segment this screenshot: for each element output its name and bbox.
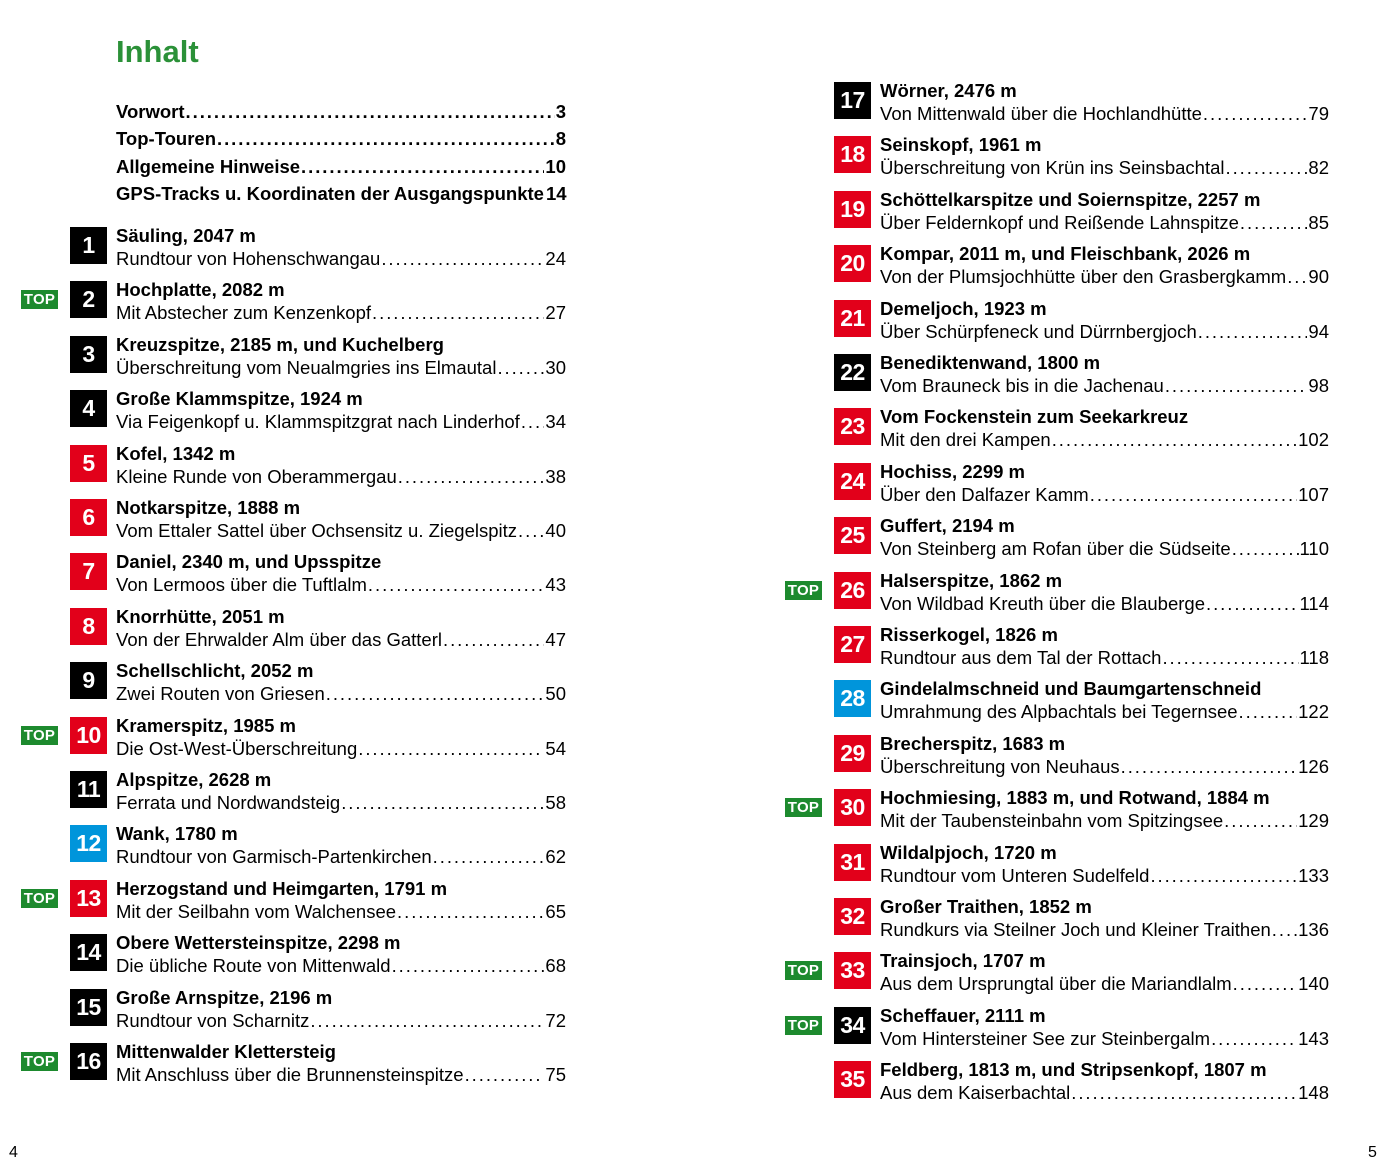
tour-subtitle: Von der Plumsjochhütte über den Grasbergkamm	[880, 266, 1287, 288]
tour-text	[880, 732, 1329, 778]
tour-entry[interactable]	[0, 188, 1400, 236]
page-ref: 79	[1308, 103, 1329, 124]
tour-name[interactable]: Feldberg, 1813 m, und Stripsenkopf, 1807 m	[880, 1059, 1267, 1081]
tour-name[interactable]: Hochmiesing, 1883 m, und Rotwand, 1884 m	[880, 787, 1270, 809]
tour-text	[880, 514, 1329, 560]
tour-subtitle: Von Steinberg am Rofan über die Südseite	[880, 538, 1231, 560]
tour-subtitle: Von Wildbad Kreuth über die Blauberge	[880, 592, 1205, 614]
top-badge: TOP	[21, 290, 58, 309]
page-ref: 24	[545, 248, 566, 269]
tour-subtitle-line	[880, 428, 1329, 451]
leader-dots	[1052, 428, 1297, 451]
tour-subtitle: Rundtour aus dem Tal der Rottach	[880, 647, 1162, 668]
tour-subtitle-line	[880, 646, 1329, 669]
tour-name[interactable]: Obere Wettersteinspitze, 2298 m	[116, 932, 401, 954]
leader-dots	[1232, 537, 1299, 560]
tour-number-badge: 24	[834, 463, 871, 500]
tour-number-badge: 16	[70, 1043, 107, 1080]
tour-text	[880, 949, 1329, 995]
tour-name[interactable]: Knorrhütte, 2051 m	[116, 605, 285, 627]
tour-name[interactable]: Wank, 1780 m	[116, 823, 238, 845]
tour-subtitle: Mit der Taubensteinbahn vom Spitzingsee	[880, 810, 1224, 832]
tour-entry[interactable]	[0, 786, 1400, 834]
page-ref: 110	[1299, 538, 1329, 560]
tour-name[interactable]: Scheffauer, 2111 m	[880, 1004, 1046, 1026]
page-ref: 47	[545, 628, 566, 650]
page-ref: 107	[1298, 483, 1329, 505]
leader-dots	[1071, 1081, 1297, 1104]
tour-subtitle: Rundkurs via Steilner Joch und Kleiner Traithen	[880, 919, 1271, 940]
tour-name[interactable]: Trainsjoch, 1707 m	[880, 950, 1046, 972]
page-ref: 102	[1298, 429, 1329, 451]
leader-dots	[1240, 211, 1308, 234]
page-ref: 85	[1308, 211, 1329, 233]
tour-subtitle: Zwei Routen von Griesen	[116, 683, 325, 705]
tour-subtitle: Vom Ettaler Sattel über Ochsensitz u. Ziegelspitz	[116, 520, 518, 541]
tour-entry[interactable]	[0, 895, 1400, 943]
tour-entry[interactable]	[0, 841, 1400, 889]
top-badge: TOP	[785, 961, 822, 980]
tour-name[interactable]: Halserspitze, 1862 m	[880, 569, 1063, 591]
tour-entry[interactable]	[0, 1004, 1400, 1052]
tour-subtitle-line	[880, 864, 1329, 887]
tour-subtitle: Mit Abstecher zum Kenzenkopf	[116, 302, 372, 324]
tour-subtitle: Die Ost-West-Überschreitung	[116, 737, 358, 759]
tour-name[interactable]: Risserkogel, 1826 m	[880, 624, 1058, 645]
tour-number-badge: 32	[834, 898, 871, 935]
tour-number-badge: 28	[834, 680, 871, 717]
tour-number-badge: 1	[70, 227, 107, 264]
tour-text	[880, 895, 1329, 941]
tour-number-badge: 21	[834, 300, 871, 337]
tour-number-badge: 35	[834, 1061, 871, 1098]
tour-text	[880, 841, 1329, 887]
tour-number-badge: 15	[70, 989, 107, 1026]
page-number-right: 5	[1368, 1144, 1377, 1161]
tour-entry[interactable]	[0, 460, 1400, 508]
tour-entry[interactable]	[0, 569, 1400, 617]
tour-number-badge: 2	[70, 281, 107, 318]
tour-subtitle-line	[880, 265, 1329, 288]
leader-dots	[1090, 483, 1297, 506]
tour-text	[880, 460, 1329, 506]
tour-subtitle-line	[880, 700, 1329, 723]
tour-name[interactable]: Wörner, 2476 m	[880, 80, 1017, 101]
tour-subtitle: Von Lermoos über die Tuftlalm	[116, 574, 367, 596]
tour-number-badge: 30	[834, 789, 871, 826]
page-ref: 54	[545, 737, 566, 759]
tour-name[interactable]: Schellschlicht, 2052 m	[116, 660, 314, 682]
page-ref: 38	[545, 465, 566, 487]
tour-text	[880, 297, 1329, 343]
tour-subtitle: Umrahmung des Alpbachtals bei Tegernsee	[880, 701, 1238, 723]
tour-subtitle: Rundtour vom Unteren Sudelfeld	[880, 864, 1150, 886]
page-ref: 75	[545, 1064, 566, 1085]
page-ref: 43	[545, 574, 566, 596]
page-ref: 114	[1299, 592, 1329, 614]
tour-text	[880, 133, 1329, 179]
tour-subtitle-line	[880, 211, 1329, 234]
tour-subtitle: Kleine Runde von Oberammergau	[116, 465, 397, 487]
tour-subtitle-line	[880, 102, 1329, 125]
tour-number-badge: 9	[70, 662, 107, 699]
front-matter-label: GPS-Tracks u. Koordinaten der Ausgangspunkte	[116, 182, 544, 204]
tour-name[interactable]: Daniel, 2340 m, und Upsspitze	[116, 551, 382, 573]
tour-number-badge: 23	[834, 408, 871, 445]
tour-name[interactable]: Große Arnspitze, 2196 m	[116, 986, 333, 1008]
leader-dots	[1226, 156, 1308, 179]
tour-text	[880, 405, 1329, 451]
tour-number-badge: 6	[70, 499, 107, 536]
tour-subtitle: Die übliche Route von Mittenwald	[116, 955, 391, 977]
tour-subtitle: Über Feldernkopf und Reißende Lahnspitze	[880, 211, 1239, 233]
tour-name[interactable]: Große Klammspitze, 1924 m	[116, 388, 363, 410]
tour-subtitle-line	[880, 972, 1329, 995]
tour-text	[880, 242, 1329, 288]
tour-subtitle: Mit Anschluss über die Brunnensteinspitze	[116, 1064, 464, 1085]
tour-subtitle: Mit den drei Kampen	[880, 429, 1051, 451]
leader-dots	[1287, 265, 1307, 288]
tour-number-badge: 25	[834, 517, 871, 554]
leader-dots	[1165, 374, 1308, 397]
tour-subtitle-line	[880, 374, 1329, 397]
front-matter-label: Top-Touren	[116, 128, 217, 150]
tour-subtitle-line	[880, 809, 1329, 832]
tour-subtitle-line	[880, 483, 1329, 506]
page-ref: 3	[555, 101, 566, 122]
tour-subtitle: Mit der Seilbahn vom Walchensee	[116, 900, 397, 922]
leader-dots	[1150, 864, 1297, 887]
tour-name[interactable]: Alpspitze, 2628 m	[116, 769, 272, 790]
tour-entry[interactable]	[0, 949, 1400, 997]
page-ref: 140	[1298, 973, 1329, 995]
tour-entry[interactable]	[0, 242, 1400, 290]
tour-subtitle-line	[880, 1027, 1329, 1050]
leader-dots	[1121, 755, 1298, 778]
page-ref: 10	[545, 155, 566, 177]
page-ref: 65	[545, 900, 566, 922]
tour-entry[interactable]	[0, 1058, 1400, 1106]
tour-number-badge: 26	[834, 572, 871, 609]
page-ref: 82	[1308, 157, 1329, 179]
tour-subtitle: Von der Ehrwalder Alm über das Gatterl	[116, 628, 442, 650]
tour-text	[880, 188, 1329, 234]
page-ref: 126	[1298, 755, 1329, 777]
page-title: Inhalt	[116, 34, 199, 69]
page-ref: 90	[1308, 266, 1329, 288]
tour-name[interactable]: Wildalpjoch, 1720 m	[880, 841, 1057, 863]
tour-number-badge: 14	[70, 934, 107, 971]
tour-subtitle: Rundtour von Hohenschwangau	[116, 248, 381, 269]
tour-name[interactable]: Brecherspitz, 1683 m	[880, 732, 1066, 754]
page-ref: 72	[545, 1009, 566, 1031]
tour-subtitle: Ferrata und Nordwandsteig	[116, 792, 341, 813]
tour-entry[interactable]	[0, 677, 1400, 725]
page-ref: 14	[545, 182, 567, 204]
page-ref: 62	[545, 846, 566, 868]
tour-name[interactable]: Schöttelkarspitze und Soiernspitze, 2257 m	[880, 188, 1261, 210]
tour-number-badge: 31	[834, 844, 871, 881]
page-ref: 133	[1298, 864, 1329, 886]
page-ref: 34	[545, 411, 566, 433]
tour-entry[interactable]	[0, 351, 1400, 399]
tour-number-badge: 8	[70, 608, 107, 645]
page-ref: 27	[545, 302, 566, 324]
page-ref: 148	[1298, 1082, 1329, 1104]
page-ref: 68	[545, 955, 566, 977]
page-ref: 40	[545, 520, 566, 541]
tour-entry[interactable]	[0, 514, 1400, 562]
leader-dots	[1198, 320, 1308, 343]
tour-name[interactable]: Benediktenwand, 1800 m	[880, 352, 1101, 373]
tour-subtitle: Aus dem Ursprungtal über die Mariandlalm	[880, 973, 1232, 995]
tour-text	[880, 1058, 1329, 1104]
tour-subtitle-line	[880, 156, 1329, 179]
page-number-left: 4	[9, 1144, 18, 1161]
tour-number-badge: 11	[70, 771, 107, 808]
tour-text	[880, 786, 1329, 832]
tour-subtitle: Vom Hintersteiner See zur Steinbergalm	[880, 1027, 1211, 1049]
tour-entry[interactable]	[0, 732, 1400, 780]
top-badge: TOP	[21, 1052, 58, 1071]
tour-subtitle-line	[880, 918, 1329, 941]
tour-entry[interactable]	[0, 133, 1400, 181]
tour-text	[880, 351, 1329, 397]
top-badge: TOP	[21, 726, 58, 745]
tour-name[interactable]: Kramerspitz, 1985 m	[116, 714, 296, 736]
top-badge: TOP	[785, 581, 822, 600]
tour-name[interactable]: Demeljoch, 1923 m	[880, 297, 1047, 319]
page-ref: 50	[545, 683, 566, 705]
tour-text	[880, 1004, 1329, 1050]
top-badge: TOP	[21, 889, 58, 908]
tour-name[interactable]: Herzogstand und Heimgarten, 1791 m	[116, 877, 448, 899]
tour-subtitle: Überschreitung von Neuhaus	[880, 755, 1120, 777]
tour-number-badge: 22	[834, 354, 871, 391]
page-ref: 129	[1298, 810, 1329, 832]
tour-subtitle-line	[880, 320, 1329, 343]
leader-dots	[1203, 102, 1308, 125]
page-ref: 98	[1308, 375, 1329, 396]
tour-subtitle: Rundtour von Scharnitz	[116, 1009, 310, 1031]
tour-subtitle: Rundtour von Garmisch-Partenkirchen	[116, 846, 432, 868]
tour-number-badge: 17	[834, 82, 871, 119]
tour-subtitle-line	[880, 592, 1329, 615]
tour-text	[880, 623, 1329, 669]
tour-subtitle: Über den Dalfazer Kamm	[880, 483, 1089, 505]
page-ref: 94	[1308, 320, 1329, 342]
tour-name[interactable]: Kofel, 1342 m	[116, 442, 236, 464]
tour-number-badge: 13	[70, 880, 107, 917]
tour-number-badge: 3	[70, 336, 107, 373]
leader-dots	[1206, 592, 1299, 615]
front-matter-label: Vorwort	[116, 101, 185, 122]
tour-name[interactable]: Großer Traithen, 1852 m	[880, 896, 1092, 917]
top-badge: TOP	[785, 798, 822, 817]
tour-name[interactable]: Guffert, 2194 m	[880, 515, 1015, 537]
tour-number-badge: 18	[834, 136, 871, 173]
leader-dots	[1272, 918, 1297, 941]
page-ref: 136	[1298, 919, 1329, 940]
tour-name[interactable]: Vom Fockenstein zum Seekarkreuz	[880, 406, 1189, 428]
tour-name[interactable]: Notkarspitze, 1888 m	[116, 497, 301, 518]
tour-number-badge: 7	[70, 553, 107, 590]
page-ref: 30	[545, 356, 566, 378]
tour-number-badge: 20	[834, 245, 871, 282]
tour-subtitle: Aus dem Kaiserbachtal	[880, 1082, 1071, 1104]
tour-subtitle: Von Mittenwald über die Hochlandhütte	[880, 103, 1202, 124]
front-matter-label: Allgemeine Hinweise	[116, 155, 301, 177]
tour-name[interactable]: Mittenwalder Klettersteig	[116, 1041, 336, 1062]
tour-number-badge: 33	[834, 952, 871, 989]
tour-name[interactable]: Hochplatte, 2082 m	[116, 279, 285, 301]
tour-subtitle: Über Schürpfeneck und Dürrnbergjoch	[880, 320, 1197, 342]
tour-subtitle: Via Feigenkopf u. Klammspitzgrat nach Linderhof	[116, 411, 520, 433]
tour-subtitle: Vom Brauneck bis in die Jachenau	[880, 375, 1164, 396]
tour-number-badge: 12	[70, 825, 107, 862]
leader-dots	[1211, 1027, 1297, 1050]
page-ref: 58	[545, 792, 566, 813]
tour-number-badge: 5	[70, 445, 107, 482]
tour-subtitle: Überschreitung vom Neualmgries ins Elmautal	[116, 356, 497, 378]
leader-dots	[1233, 972, 1297, 995]
tour-subtitle-line	[880, 1081, 1329, 1104]
tour-entry[interactable]	[0, 297, 1400, 345]
tour-subtitle-line	[880, 755, 1329, 778]
tour-name[interactable]: Hochiss, 2299 m	[880, 460, 1025, 482]
top-badge: TOP	[785, 1016, 822, 1035]
tour-number-badge: 27	[834, 626, 871, 663]
page-ref: 143	[1298, 1027, 1329, 1049]
tour-name[interactable]: Kompar, 2011 m, und Fleischbank, 2026 m	[880, 243, 1251, 265]
tour-text	[880, 677, 1329, 723]
tour-entry[interactable]	[0, 623, 1400, 671]
tour-name[interactable]: Seinskopf, 1961 m	[880, 134, 1042, 156]
tour-number-badge: 19	[834, 191, 871, 228]
tour-name[interactable]: Kreuzspitze, 2185 m, und Kuchelberg	[116, 333, 444, 355]
tour-text	[880, 569, 1329, 615]
tour-subtitle-line	[880, 537, 1329, 560]
tour-number-badge: 34	[834, 1007, 871, 1044]
page-ref: 118	[1299, 647, 1329, 668]
leader-dots	[1162, 646, 1298, 669]
tour-number-badge: 4	[70, 390, 107, 427]
tour-number-badge: 29	[834, 735, 871, 772]
leader-dots	[1239, 700, 1298, 723]
tour-text	[880, 79, 1329, 125]
tour-name[interactable]: Gindelalmschneid und Baumgartenschneid	[880, 678, 1262, 700]
tour-subtitle: Überschreitung von Krün ins Seinsbachtal	[880, 157, 1225, 179]
tour-name[interactable]: Säuling, 2047 m	[116, 225, 256, 246]
tour-entry[interactable]	[0, 79, 1400, 127]
tour-entry[interactable]	[0, 405, 1400, 453]
page-ref: 122	[1298, 701, 1329, 723]
page-ref: 8	[555, 128, 566, 150]
tour-number-badge: 10	[70, 717, 107, 754]
leader-dots	[1224, 809, 1297, 832]
